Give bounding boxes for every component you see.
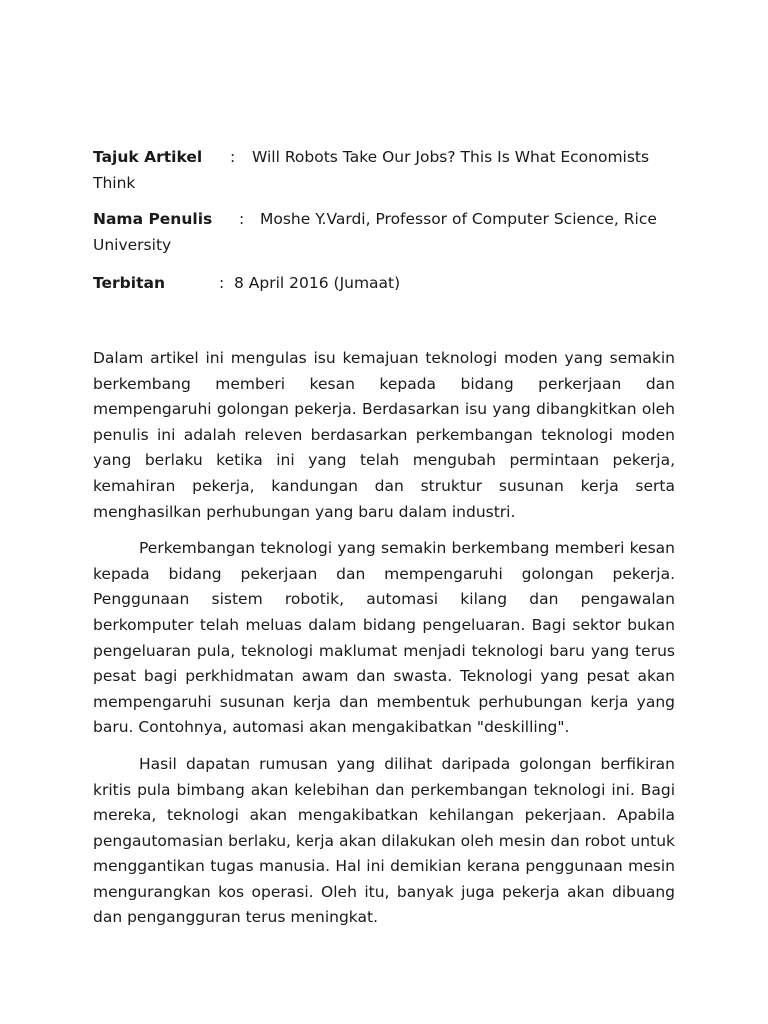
article-title-value-continued: Think (93, 174, 136, 192)
article-title-label: Tajuk Artikel (93, 148, 203, 166)
published-label: Terbitan (93, 274, 165, 292)
separator: : (219, 274, 225, 292)
published-field (93, 270, 675, 296)
separator: : (239, 210, 245, 228)
article-title-value: Will Robots Take Our Jobs? This Is What Economists (252, 148, 650, 166)
article-summary (93, 346, 675, 942)
author-label: Nama Penulis (93, 210, 213, 228)
article-title-field (93, 144, 675, 196)
published-value: 8 April 2016 (Jumaat) (234, 274, 401, 292)
paragraph-intro: Dalam artikel ini mengulas isu kemajuan teknologi moden yang semakin berkembang memberi kesan kepada bidang perkerjaan dan mempengaruhi golongan pekerja. Berdasarkan isu yang dibangkitkan oleh penulis ini adalah releven berdasarkan perkembangan teknologi moden yang berlaku ketika ini yang telah mengubah permintaan pekerja, kemahiran pekerja, kandungan dan struktur susunan kerja serta menghasilkan perhubungan yang baru dalam industri. (93, 349, 675, 521)
paragraph-critical-view: Hasil dapatan rumusan yang dilihat daripada golongan berfikiran kritis pula bimbang akan kelebihan dan perkembangan teknologi ini. Bagi mereka, teknologi akan mengakibatkan kehilangan pekerjaan. Apabila pengautomasian berlaku, kerja akan dilakukan oleh mesin dan robot untuk menggantikan tugas manusia. Hal ini demikian kerana penggunaan mesin mengurangkan kos operasi. Oleh itu, banyak juga pekerja akan dibuang dan pengangguran terus meningkat. (93, 754, 675, 927)
separator: : (230, 148, 236, 166)
author-field (93, 206, 675, 258)
author-value-continued: University (93, 236, 172, 254)
paragraph-technology-impact: Perkembangan teknologi yang semakin berkembang memberi kesan kepada bidang pekerjaan dan mempengaruhi golongan pekerja. Penggunaan sistem robotik, automasi kilang dan pengawalan berkomputer telah meluas dalam bidang pengeluaran. Bagi sektor bukan pengeluaran pula, teknologi maklumat menjadi teknologi baru yang terus pesat bagi perkhidmatan awam dan swasta. Teknologi yang pesat akan mempengaruhi susunan kerja dan membentuk perhubungan kerja yang baru. Contohnya, automasi akan mengakibatkan "deskilling". (93, 539, 675, 737)
author-value: Moshe Y.Vardi, Professor of Computer Science, Rice (260, 210, 657, 228)
